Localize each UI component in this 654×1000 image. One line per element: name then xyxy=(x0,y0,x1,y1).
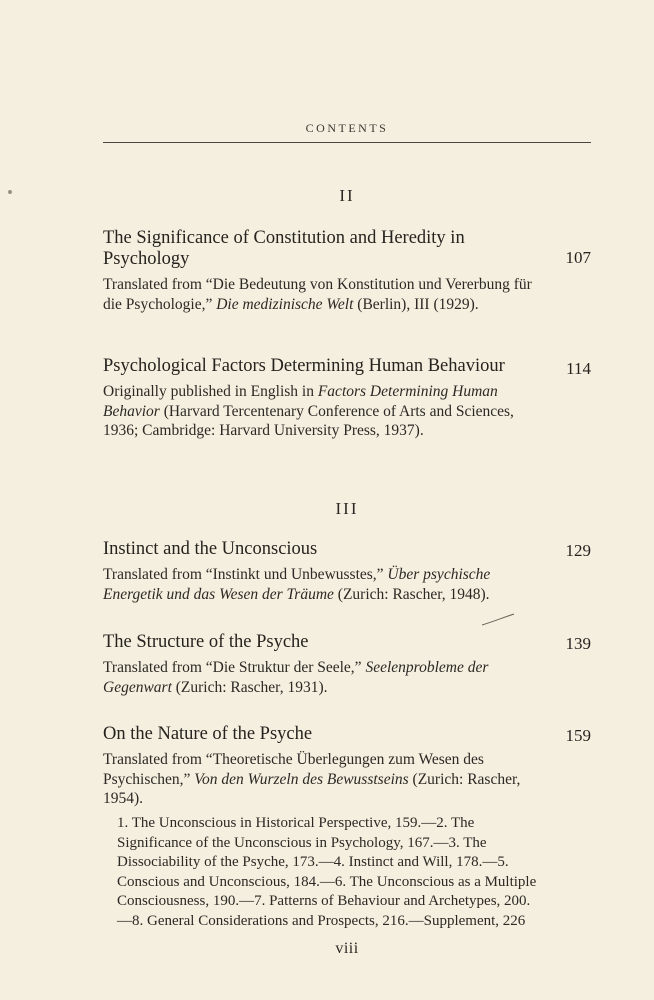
entry-page-number: 159 xyxy=(565,726,591,745)
entry-title: Psychological Factors Determining Human Behaviour xyxy=(103,356,505,376)
entry-note xyxy=(103,750,548,809)
entry-title: The Significance of Constitution and Heredity in Psychology xyxy=(103,228,465,269)
entry-title: On the Nature of the Psyche xyxy=(103,724,313,744)
note-book-title: Seelenprobleme der Gegenwart xyxy=(103,659,489,696)
toc-entry[interactable] xyxy=(103,539,591,604)
entry-page-number: 107 xyxy=(565,248,591,267)
header-rule xyxy=(103,142,591,143)
note-book-title: Factors Determining Human Behavior xyxy=(103,383,498,420)
note-text: Translated from “Instinkt und Unbewusstes,” xyxy=(103,566,388,583)
part-numeral: II xyxy=(339,186,355,205)
note-text: Originally published in English in xyxy=(103,383,318,400)
toc-entry[interactable] xyxy=(103,724,591,809)
note-journal-title: Die medizinische Welt xyxy=(216,295,354,313)
entry-note xyxy=(103,565,548,604)
note-text: Translated from “Die Bedeutung von Konstitution und Vererbung für die Psychologie,” xyxy=(103,276,532,313)
entry-page-number: 114 xyxy=(566,359,591,378)
toc-entry[interactable] xyxy=(103,356,591,441)
note-book-title: Von den Wurzeln des Bewusstseins xyxy=(194,770,409,788)
entry-page-number: 139 xyxy=(565,634,591,653)
subsection-list: 1. The Unconscious in Historical Perspective, 159.—2. The Significance of the Unconscious in Psychology, 167.—3. The Dissociability of the Psyche, 173.—4. Instinct and Will, 178.—5. Conscious and Unconscious, 184.—6. The Unconscious as a Multiple Consciousness, 190.—7. Patterns of Behaviour and Archetypes, 200.—8. General Considerations and Prospects, 216.—Supplement, 226 xyxy=(117,815,537,929)
entry-note xyxy=(103,275,548,314)
toc-entry[interactable] xyxy=(103,632,591,697)
note-text: (Harvard Tercentenary Conference of Arts and Sciences, 1936; Cambridge: Harvard University Press, 1937). xyxy=(103,402,514,439)
entry-note xyxy=(103,382,548,441)
note-book-title: Über psychische Energetik und das Wesen der Träume xyxy=(103,566,491,603)
part-numeral: III xyxy=(335,499,359,518)
note-text: (Zurich: Rascher, 1954). xyxy=(103,770,521,807)
running-head: CONTENTS xyxy=(305,121,389,135)
note-text: (Berlin), III (1929). xyxy=(353,295,479,313)
note-text: Translated from “Die Struktur der Seele,” xyxy=(103,659,366,676)
entry-page-number: 129 xyxy=(565,541,591,560)
entry-title: The Structure of the Psyche xyxy=(103,632,309,652)
pencil-mark xyxy=(480,612,516,628)
entry-title: Instinct and the Unconscious xyxy=(103,539,318,559)
note-text: (Zurich: Rascher, 1948). xyxy=(333,585,490,603)
toc-entry[interactable] xyxy=(103,228,591,314)
page-folio: viii xyxy=(335,940,359,957)
note-text: Translated from “Theoretische Überlegungen zum Wesen des Psychischen,” xyxy=(103,751,484,788)
entry-note xyxy=(103,658,548,697)
note-text: (Zurich: Rascher, 1931). xyxy=(171,678,328,696)
